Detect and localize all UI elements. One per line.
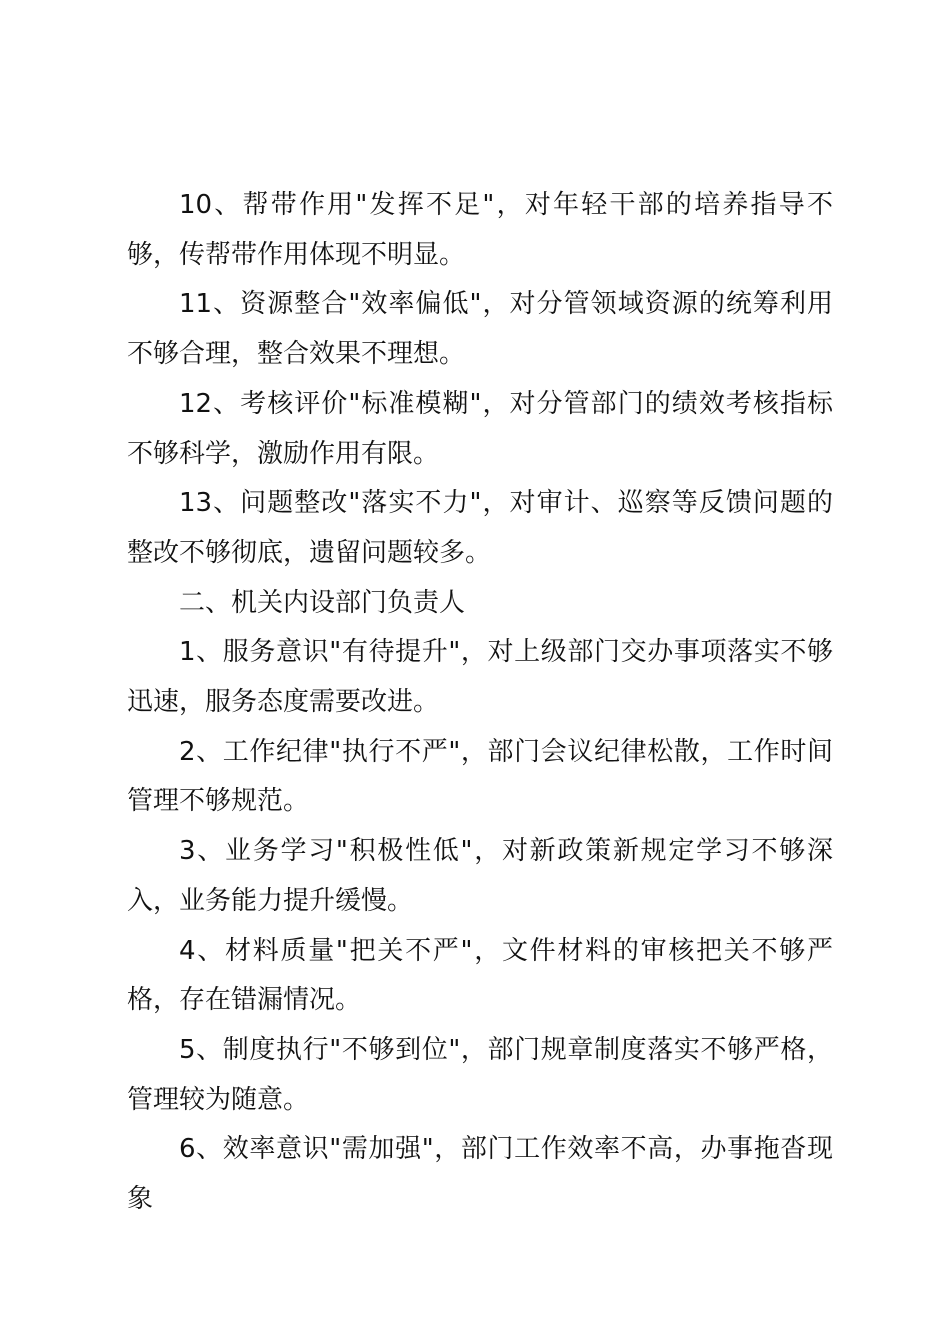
paragraph-2: 2、工作纪律"执行不严"，部门会议纪律松散，工作时间管理不够规范。: [127, 736, 833, 817]
paragraph-3: 3、业务学习"积极性低"，对新政策新规定学习不够深入，业务能力提升缓慢。: [127, 836, 833, 916]
paragraph-11: 11、资源整合"效率偏低"，对分管领域资源的统筹利用不够合理，整合效果不理想。: [127, 289, 833, 370]
document-page: [127, 181, 833, 1225]
paragraph-6: 6、效率意识"需加强"，部门工作效率不高，办事拖沓现象: [127, 1134, 833, 1215]
paragraph-12: 12、考核评价"标准模糊"，对分管部门的绩效考核指标不够科学，激励作用有限。: [127, 388, 833, 469]
paragraph-13: 13、问题整改"落实不力"，对审计、巡察等反馈问题的整改不够彻底，遗留问题较多。: [127, 488, 833, 568]
paragraph-5: 5、制度执行"不够到位"，部门规章制度落实不够严格，管理较为随意。: [127, 1034, 833, 1115]
paragraph-1: 1、服务意识"有待提升"，对上级部门交办事项落实不够迅速，服务态度需要改进。: [127, 637, 833, 718]
paragraph-4: 4、材料质量"把关不严"，文件材料的审核把关不够严格，存在错漏情况。: [127, 935, 833, 1016]
paragraph-10: 10、帮带作用"发挥不足"，对年轻干部的培养指导不够，传帮带作用体现不明显。: [127, 190, 833, 270]
section-heading: 二、机关内设部门负责人: [179, 587, 466, 618]
